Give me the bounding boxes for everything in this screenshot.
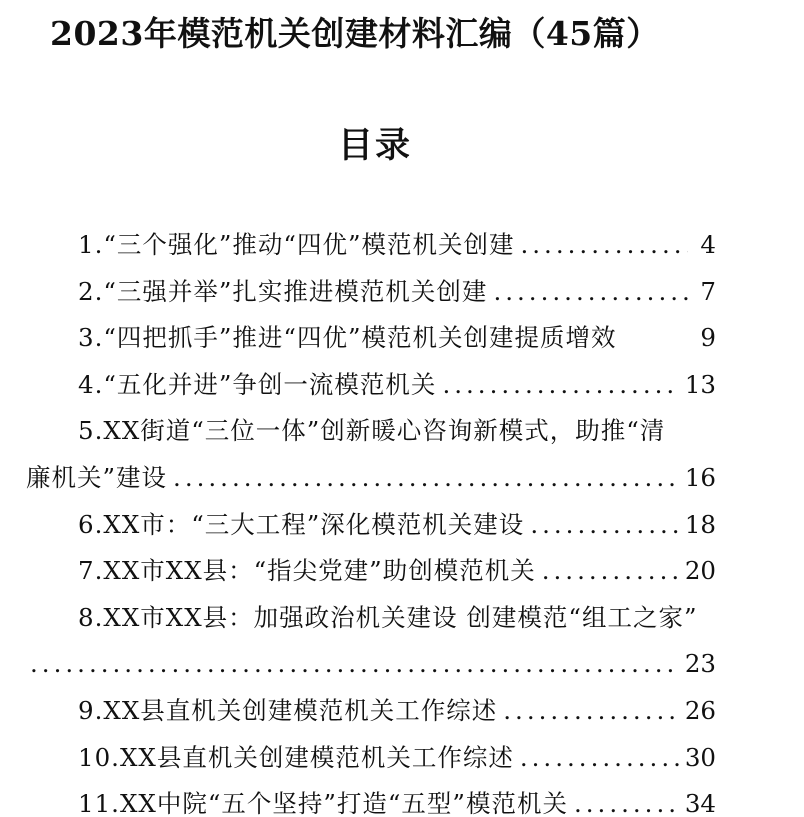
toc-entry-title: 7.XX市XX县：“指尖党建”助创模范机关 [78, 556, 536, 586]
toc-entry-page: 23 [684, 649, 716, 679]
toc-entry-page: 18 [684, 509, 716, 539]
toc-leader-dots [520, 735, 679, 782]
toc-entry[interactable] [0, 269, 804, 316]
toc-entry-title: 11.XX中院“五个坚持”打造“五型”模范机关 [78, 789, 568, 817]
toc-entry-title-continuation: 廉机关”建设 [26, 462, 168, 492]
toc-entry[interactable] [0, 548, 804, 595]
toc-entry[interactable] [0, 315, 804, 362]
toc-leader-dots [173, 455, 679, 502]
toc-entry-page: 7 [700, 276, 716, 306]
toc-entry[interactable] [0, 781, 804, 817]
toc-entry-continuation[interactable] [0, 641, 804, 688]
toc-entry-page: 34 [684, 789, 716, 817]
toc-heading: 目录 [337, 125, 412, 166]
toc-entry[interactable] [0, 595, 804, 642]
toc-entry-title: 3.“四把抓手”推进“四优”模范机关创建提质增效 [78, 323, 617, 353]
toc-leader-dots [503, 688, 679, 735]
toc-leader-dots [530, 502, 679, 549]
toc-leader-dots [574, 781, 679, 817]
table-of-contents [0, 222, 804, 817]
toc-entry-title: 10.XX县直机关创建模范机关工作综述 [78, 742, 514, 772]
toc-entry-continuation[interactable] [0, 455, 804, 502]
toc-entry-title: 1.“三个强化”推动“四优”模范机关创建 [78, 230, 515, 259]
toc-entry-page: 16 [684, 462, 716, 492]
toc-entry[interactable] [0, 502, 804, 549]
toc-entry-page: 9 [700, 323, 716, 353]
toc-leader-dots [30, 641, 679, 688]
toc-leader-dots [442, 362, 678, 409]
toc-entry[interactable] [0, 362, 804, 409]
toc-entry-page: 20 [684, 556, 716, 586]
toc-leader-dots [493, 269, 688, 316]
toc-entry-page: 4 [700, 230, 716, 259]
toc-entry-title: 4.“五化并进”争创一流模范机关 [78, 369, 437, 399]
toc-entry-title: 5.XX街道“三位一体”创新暖心咨询新模式，助推“清 [78, 416, 666, 446]
toc-entry-title: 9.XX县直机关创建模范机关工作综述 [78, 695, 498, 725]
toc-entry-page: 30 [684, 742, 716, 772]
toc-entry[interactable] [0, 222, 804, 269]
toc-entry-title: 2.“三强并举”扎实推进模范机关创建 [78, 276, 488, 306]
toc-leader-dots [542, 548, 679, 595]
toc-entry[interactable] [0, 688, 804, 735]
toc-entry-page: 26 [684, 695, 716, 725]
toc-leader-dots [520, 222, 688, 269]
toc-entry-title: 8.XX市XX县：加强政治机关建设 创建模范“组工之家” [78, 602, 698, 632]
toc-entry-title: 6.XX市：“三大工程”深化模范机关建设 [78, 509, 525, 539]
toc-entry-page: 13 [684, 369, 716, 399]
document-title: 2023年模范机关创建材料汇编（45篇） [50, 14, 660, 53]
toc-entry[interactable] [0, 408, 804, 455]
toc-entry[interactable] [0, 735, 804, 782]
